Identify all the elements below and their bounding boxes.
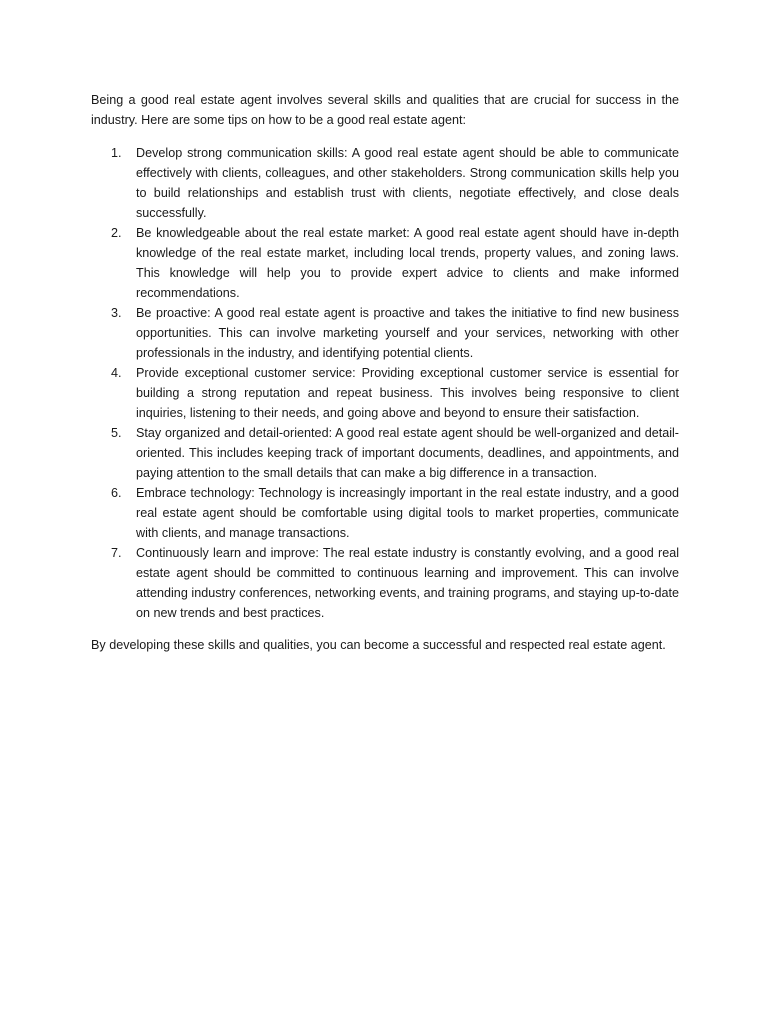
tip-text: Provide exceptional customer service: Providing exceptional customer service is essential for building a strong reputation and repeat business. This involves being responsive to client inquiries, listening to their needs, and going above and beyond to ensure their satisfaction.	[136, 366, 679, 420]
tips-list	[91, 143, 679, 623]
tip-text: Be proactive: A good real estate agent is proactive and takes the initiative to find new business opportunities. This can involve marketing yourself and your services, networking with other professionals in the industry, and identifying potential clients.	[136, 306, 679, 360]
document-body	[91, 90, 679, 655]
tip-number: 1.	[111, 146, 122, 160]
tip-item	[91, 543, 679, 623]
tip-item	[91, 143, 679, 223]
tip-text: Embrace technology: Technology is increasingly important in the real estate industry, and a good real estate agent should be comfortable using digital tools to market properties, communicate with clients, and manage transactions.	[136, 486, 679, 540]
tip-number: 7.	[111, 546, 122, 560]
intro-paragraph: Being a good real estate agent involves several skills and qualities that are crucial for success in the industry. Here are some tips on how to be a good real estate agent:	[91, 93, 679, 127]
tip-item	[91, 423, 679, 483]
tip-item	[91, 223, 679, 303]
tip-item	[91, 483, 679, 543]
tip-text: Continuously learn and improve: The real estate industry is constantly evolving, and a good real estate agent should be committed to continuous learning and improvement. This can involve attending industry conferences, networking events, and training programs, and staying up-to-date on new trends and best practices.	[136, 546, 679, 620]
tip-number: 4.	[111, 366, 122, 380]
tip-number: 2.	[111, 226, 122, 240]
tip-text: Stay organized and detail-oriented: A good real estate agent should be well-organized and detail-oriented. This includes keeping track of important documents, deadlines, and appointments, and paying attention to the small details that can make a big difference in a transaction.	[136, 426, 679, 480]
tip-item	[91, 363, 679, 423]
tip-number: 5.	[111, 426, 122, 440]
tip-number: 6.	[111, 486, 122, 500]
tip-text: Develop strong communication skills: A good real estate agent should be able to communicate effectively with clients, colleagues, and other stakeholders. Strong communication skills help you to build relationships and establish trust with clients, negotiate effectively, and close deals successfully.	[136, 146, 679, 220]
tip-item	[91, 303, 679, 363]
conclusion-paragraph: By developing these skills and qualities, you can become a successful and respected real estate agent.	[91, 638, 666, 652]
tip-number: 3.	[111, 306, 122, 320]
tip-text: Be knowledgeable about the real estate market: A good real estate agent should have in-depth knowledge of the real estate market, including local trends, property values, and zoning laws. This knowledge will help you to provide expert advice to clients and make informed recommendations.	[136, 226, 679, 300]
